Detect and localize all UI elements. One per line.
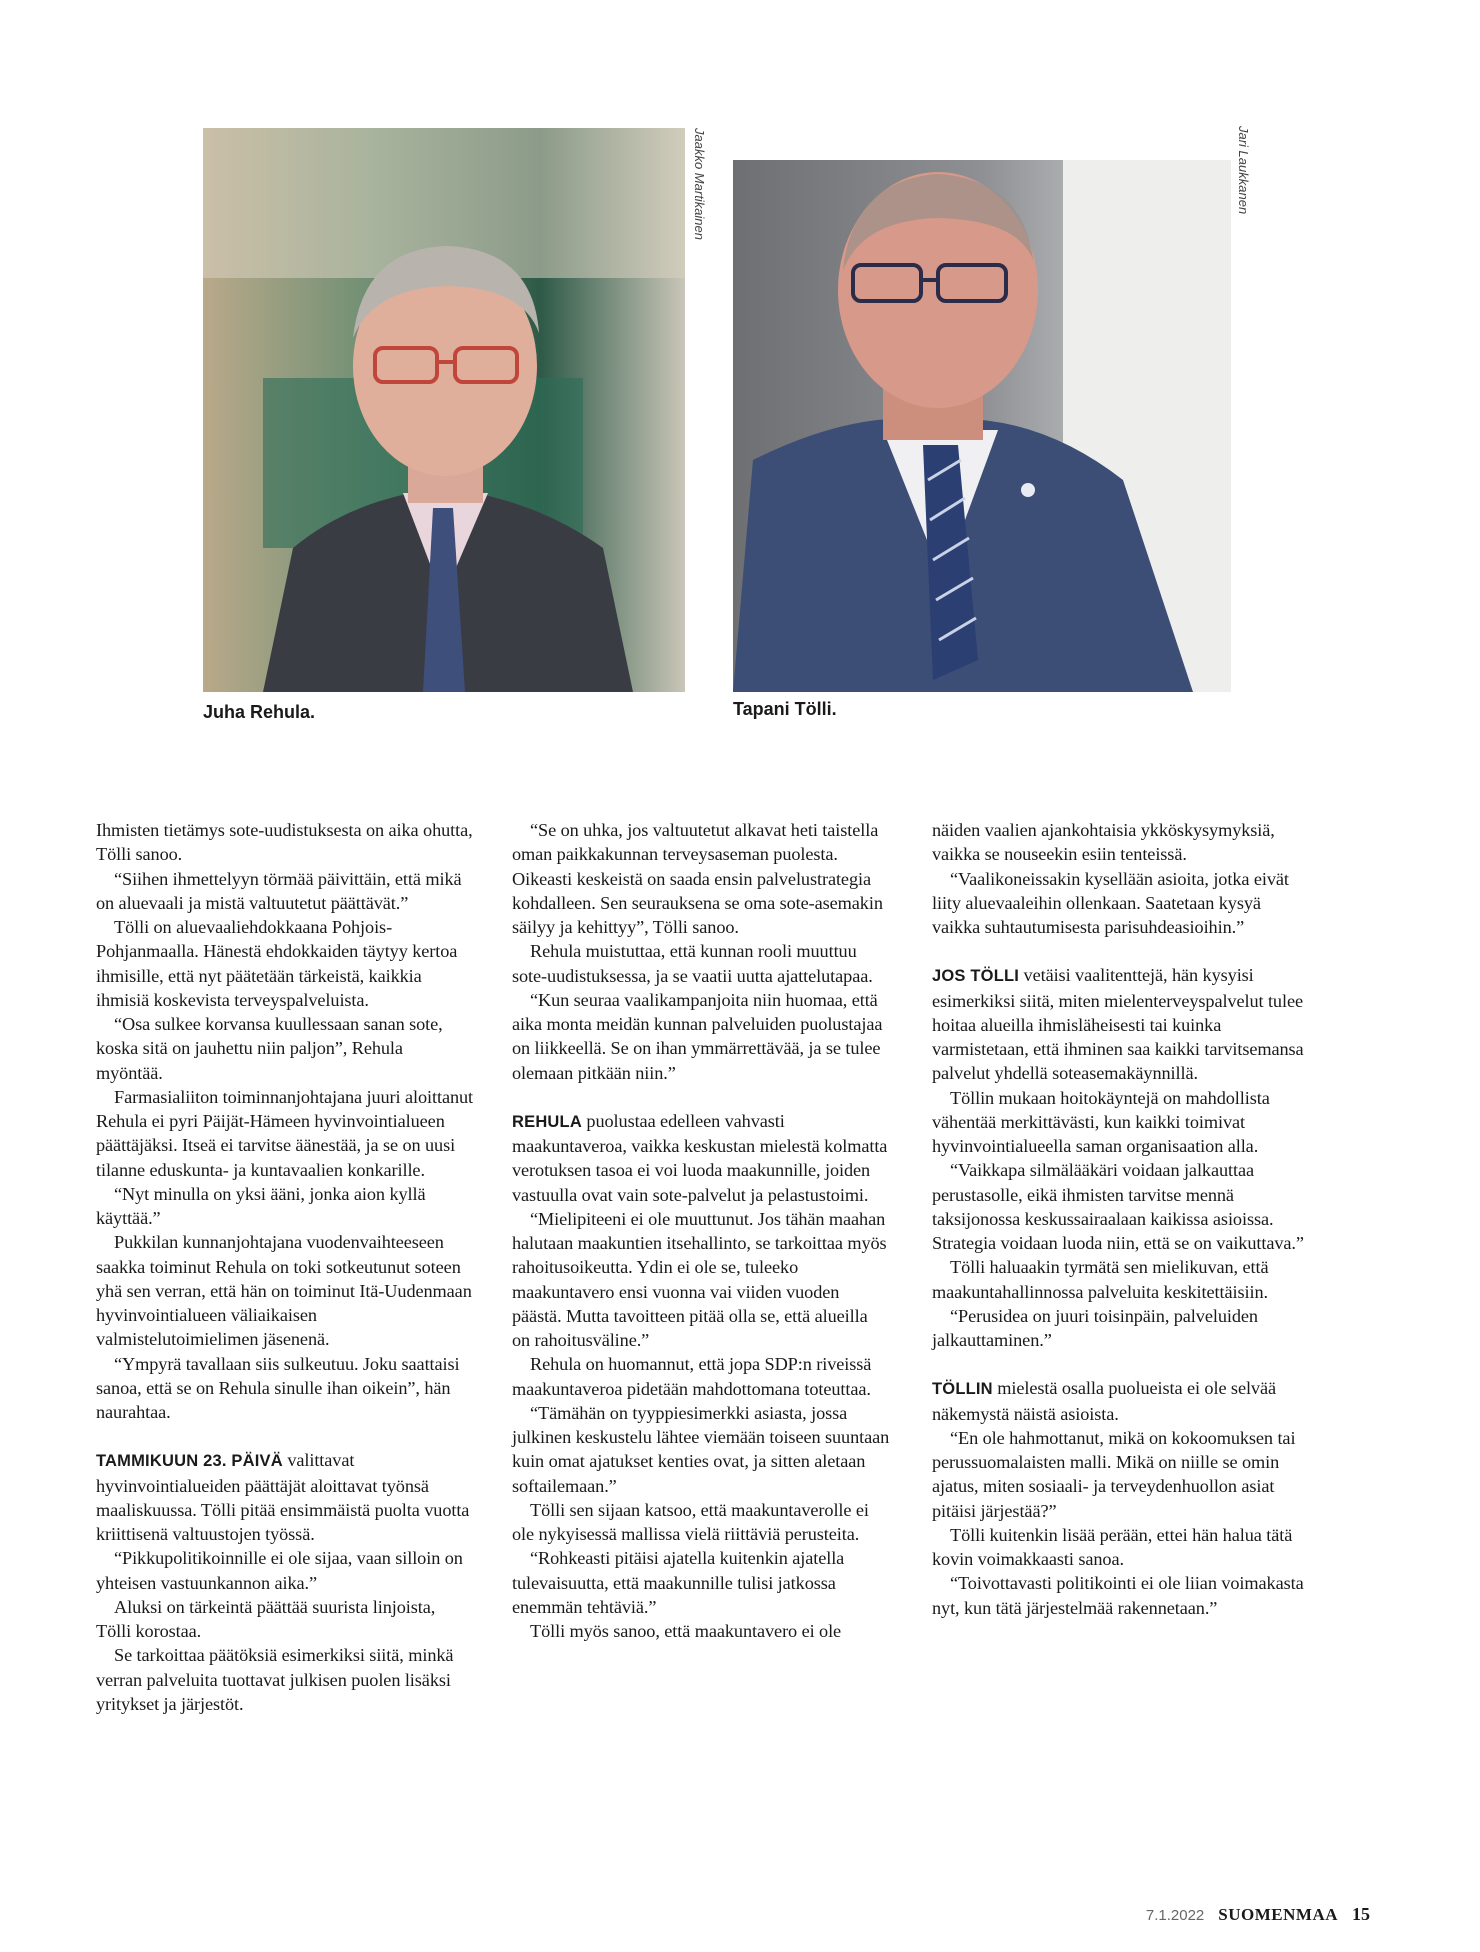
- article-column-1: [96, 818, 474, 1716]
- paragraph: Tölli kuitenkin lisää perään, ettei hän halua tätä kovin voimakkaasti sanoa.: [932, 1524, 1293, 1569]
- paragraph: Farmasialiiton toiminnanjohtajana juuri aloittanut Rehula ei pyri Päijät-Hämeen hyvinvointialueen päättäjäksi. Itseä ei tarvitse äänestää, ja se on uusi tilanne eduskunta- ja kuntavaalien konkarille.: [96, 1086, 474, 1180]
- photo-tapani-tolli: [733, 160, 1231, 692]
- photo-juha-rehula: [203, 128, 685, 692]
- section-paragraph: [96, 1448, 474, 1546]
- paragraph: “Vaikkapa silmälääkäri voidaan jalkauttaa perustasolle, eikä ihmisten tarvitse mennä taksijonossa keskussairaalaan kaikissa asioissa. Strategia voidaan luoda niin, että se on vaikuttava.”: [932, 1160, 1304, 1253]
- paragraph: “Ympyrä tavallaan siis sulkeutuu. Joku saattaisi sanoa, että se on Rehula sinulle ihan oikein”, hän naurahtaa.: [96, 1353, 460, 1422]
- page-footer: [1146, 1904, 1370, 1925]
- paragraph-text: puolustaa edelleen vahvasti maakuntaveroa, vaikka keskustan mielestä kolmatta verotuksen tasoa ei voi luoda maakunnille, joiden vastuulla ovat vain sote-palvelut ja pelastustoimi.: [512, 1110, 888, 1205]
- paragraph-text: vetäisi vaalitenttejä, hän kysyisi esimerkiksi siitä, miten mielenterveyspalvelut tulee hoitaa alueilla ihmisläheisesti tai kuinka varmistetaan, että ihminen saa kaikki tarvitsemansa palvelut yhdellä soteasemakäynnillä.: [932, 965, 1304, 1084]
- paragraph: “Osa sulkee korvansa kuullessaan sanan sote, koska sitä on jauhettu niin paljon”, Rehula myöntää.: [96, 1014, 443, 1083]
- photo-credit-left: Jaakko Martikainen: [692, 128, 707, 240]
- paragraph: Töllin mukaan hoitokäyntejä on mahdollista vähentää merkittävästi, kun kaikki toimivat hyvinvointialueella saman organisaation alla.: [932, 1087, 1270, 1156]
- paragraph: “Tämähän on tyyppiesimerkki asiasta, jossa julkinen keskustelu lähtee viemään toiseen suuntaan kuin omat ajatukset kenties ovat, ja sitten aletaan softailemaan.”: [512, 1402, 890, 1496]
- paragraph: “Vaalikoneissakin kysellään asioita, jotka eivät liity aluevaaleihin ollenkaan. Saatetaan kysyä vaikka suhtautumisesta parisuhdeasioihin.”: [932, 868, 1289, 937]
- paragraph: “En ole hahmottanut, mikä on kokoomuksen tai perussuomalaisten malli. Mikä on niille se omin ajatus, miten sosiaali- ja terveydenhuollon asiat pitäisi järjestää?”: [932, 1427, 1296, 1521]
- paragraph: “Toivottavasti politikointi ei ole liian voimakasta nyt, kun tätä järjestelmää rakennetaan.”: [932, 1573, 1304, 1618]
- paragraph: Tölli sen sijaan katsoo, että maakuntaverolle ei ole nykyisessä mallissa vielä riittäviä perusteita.: [512, 1499, 869, 1544]
- issue-date: 7.1.2022: [1145, 1907, 1205, 1924]
- section-paragraph: [932, 963, 1310, 1085]
- paragraph: “Perusidea on juuri toisinpäin, palveluiden jalkauttaminen.”: [932, 1305, 1258, 1350]
- paragraph-text: valittavat hyvinvointialueiden päättäjät aloittavat työnsä maaliskuussa. Tölli pitää ensimmäistä puolta vuotta kriittisenä valtuustojen työssä.: [96, 1450, 470, 1544]
- paragraph: “Siihen ihmettelyyn törmää päivittäin, että mikä on aluevaali ja mistä valtuutetut päättävät.”: [96, 868, 462, 913]
- section-paragraph: [932, 1376, 1310, 1426]
- article-column-2: [512, 818, 890, 1643]
- paragraph: “Nyt minulla on yksi ääni, jonka aion kyllä käyttää.”: [96, 1183, 426, 1228]
- paragraph: Se tarkoittaa päätöksiä esimerkiksi siitä, minkä verran palveluita tuottavat julkisen puolen lisäksi yritykset ja järjestöt.: [96, 1645, 454, 1714]
- paragraph: Rehula muistuttaa, että kunnan rooli muuttuu sote-uudistuksessa, ja se vaatii uutta ajattelutapaa.: [512, 941, 873, 986]
- section-lead: JOS TÖLLI: [932, 967, 1020, 986]
- paragraph: Aluksi on tärkeintä päättää suurista linjoista, Tölli korostaa.: [96, 1596, 436, 1641]
- paragraph: “Rohkeasti pitäisi ajatella kuitenkin ajatella tulevaisuutta, että maakunnille tulisi jatkossa enemmän tehtäviä.”: [512, 1548, 845, 1617]
- paragraph: “Se on uhka, jos valtuutetut alkavat heti taistella oman paikkakunnan terveysaseman puolesta. Oikeasti keskeistä on saada ensin palvelustrategia kohdalleen. Sen seurauksena se oma sote-asemakin säilyy ja kehittyy”, Tölli sanoo.: [512, 820, 883, 937]
- paragraph: Rehula on huomannut, että jopa SDP:n riveissä maakuntaveroa pidetään mahdottomana toteuttaa.: [512, 1354, 872, 1399]
- paragraph: näiden vaalien ajankohtaisia ykköskysymyksiä, vaikka se nouseekin esiin tenteissä.: [932, 820, 1275, 865]
- page-number: 15: [1352, 1904, 1370, 1924]
- photo-caption-left: Juha Rehula.: [203, 702, 316, 722]
- section-lead: TÖLLIN: [932, 1380, 993, 1399]
- paragraph: “Kun seuraa vaalikampanjoita niin huomaa, että aika monta meidän kunnan palveluiden puolustajaa on liikkeellä. Se on ihan ymmärrettävää, ja se tulee olemaan pitkään niin.”: [512, 989, 883, 1083]
- paragraph: “Mielipiteeni ei ole muuttunut. Jos tähän maahan halutaan maakuntien itsehallinto, se tarkoittaa myös rahoitusoikeutta. Ydin ei ole se, tuleeko maakuntavero ensi vuonna vai viiden vuoden päästä. Mutta tavoitteen pitää olla se, että alueilla on rahoitusväline.”: [512, 1208, 887, 1350]
- article-column-3: [932, 818, 1310, 1620]
- section-lead: TAMMIKUUN 23. PÄIVÄ: [96, 1452, 283, 1471]
- paragraph: “Pikkupolitikoinnille ei ole sijaa, vaan silloin on yhteisen vastuunkannon aika.”: [96, 1548, 463, 1593]
- photo-caption-right: Tapani Tölli.: [733, 699, 837, 719]
- paragraph: Tölli myös sanoo, että maakuntavero ei ole: [530, 1621, 842, 1641]
- paragraph: Tölli on aluevaaliehdokkaana Pohjois-Pohjanmaalla. Hänestä ehdokkaiden täytyy kertoa ihmisille, että nyt päätetään tärkeistä, kaikkia ihmisiä koskevista terveyspalveluista.: [96, 917, 458, 1010]
- section-paragraph: [512, 1109, 890, 1207]
- magazine-name: SUOMENMAA: [1218, 1905, 1338, 1924]
- paragraph-text: mielestä osalla puolueista ei ole selvää näkemystä näistä asioista.: [932, 1378, 1277, 1424]
- section-lead: REHULA: [512, 1112, 582, 1131]
- photo-credit-right: Jari Laukkanen: [1236, 126, 1251, 215]
- paragraph: Pukkilan kunnanjohtajana vuodenvaihteeseen saakka toiminut Rehula on toki sotkeutunut soteen yhä sen verran, että hän on toiminut Itä-Uudenmaan hyvinvointialueen väliaikaisen valmistelutoimielimen jäsenenä.: [96, 1232, 472, 1350]
- paragraph: Ihmisten tietämys sote-uudistuksesta on aika ohutta, Tölli sanoo.: [96, 820, 473, 865]
- paragraph: Tölli haluaakin tyrmätä sen mielikuvan, että maakuntahallinnossa palveluita keskitettäisiin.: [932, 1257, 1269, 1302]
